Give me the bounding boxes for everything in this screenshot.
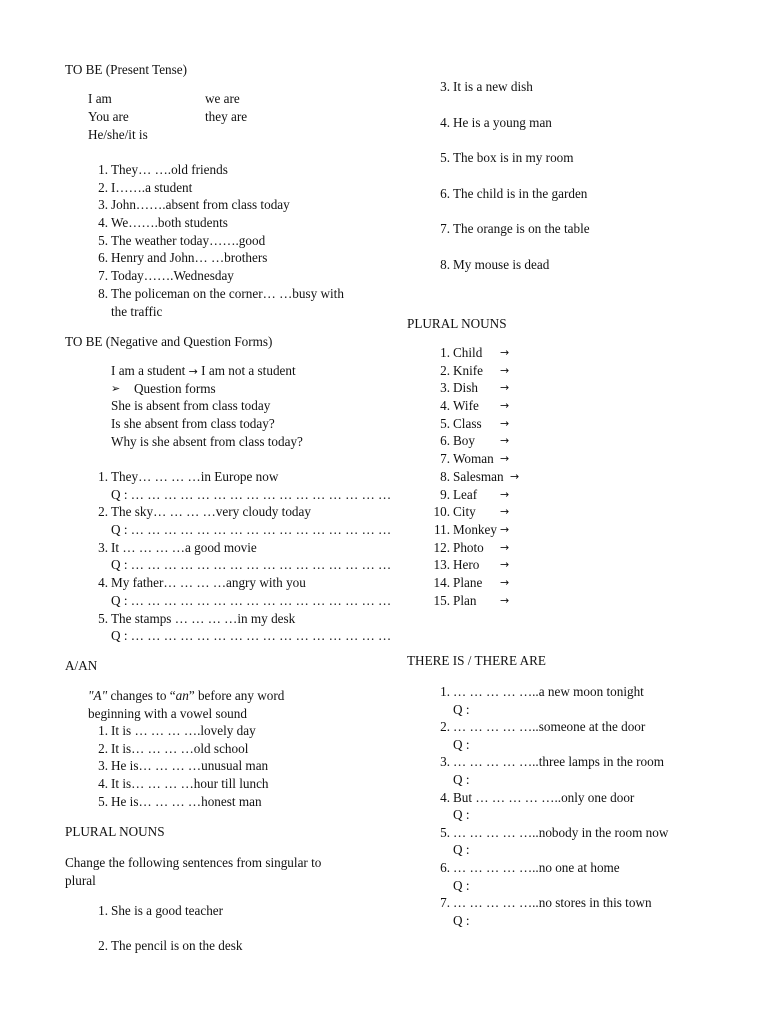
item-number: 7. — [440, 221, 450, 236]
item-text: The child is in the garden — [453, 185, 588, 201]
arrow-icon: → — [500, 558, 510, 572]
item-number: 5. — [440, 824, 450, 840]
item-number: 7. — [98, 268, 108, 284]
item-number: 2. — [98, 179, 108, 195]
item-text: Hero — [453, 557, 480, 573]
item-text: It … … … …a good movie — [111, 539, 257, 555]
item-text: Plane — [453, 574, 483, 590]
arrow-icon: → — [500, 522, 510, 536]
item-text: It is… … … …hour till lunch — [111, 776, 269, 792]
arrow-icon: → — [500, 416, 510, 430]
arrow-icon: → — [510, 469, 520, 483]
example-line: She is absent from class today — [111, 398, 271, 414]
item-text: We…….both students — [111, 215, 228, 231]
item-number: 4. — [440, 398, 450, 414]
item-number: 4. — [98, 776, 108, 792]
item-number: 2. — [98, 504, 108, 520]
example-line: Is she absent from class today? — [111, 416, 275, 432]
arrow-icon: → — [500, 593, 510, 607]
pronoun-cell: we are — [205, 91, 240, 106]
question-text: Q : — [453, 701, 470, 717]
item-text: It is a new dish — [453, 79, 533, 94]
item-number: 8. — [98, 285, 108, 301]
item-text: Dish — [453, 380, 478, 396]
item-number: 13. — [433, 557, 450, 573]
arrow-icon: → — [500, 381, 510, 395]
question-text: Q : — [453, 912, 470, 928]
pronoun-cell: I am — [88, 91, 112, 106]
item-number: 12. — [433, 539, 450, 555]
item-number: 2. — [98, 740, 108, 756]
item-number: 1. — [440, 345, 450, 360]
item-number: 6. — [440, 185, 450, 201]
item-number: 1. — [98, 162, 108, 177]
item-text: The stamps … … … …in my desk — [111, 610, 296, 626]
item-text: I…….a student — [111, 179, 193, 195]
example-text: I am a student — [111, 363, 189, 378]
item-text: Boy — [453, 433, 475, 449]
item-number: 14. — [433, 574, 450, 590]
item-text: But … … … … …..only one door — [453, 789, 635, 805]
item-text: the traffic — [111, 303, 163, 319]
question-text: Q : — [453, 807, 470, 823]
arrow-icon: → — [500, 487, 510, 501]
question-text: Q : … … … … … … … … … … … … … … … … — [111, 592, 392, 608]
pronoun-cell: You are — [88, 109, 129, 124]
item-text: The orange is on the table — [453, 221, 590, 236]
arrowhead-bullet-icon: ➢ — [111, 381, 121, 395]
item-text: They… ….old friends — [111, 162, 228, 177]
item-text: Woman — [453, 451, 494, 467]
item-text: She is a good teacher — [111, 903, 224, 918]
item-number: 3. — [440, 79, 450, 94]
pronoun-cell: He/she/it is — [88, 127, 148, 142]
arrow-icon: → — [500, 540, 510, 554]
item-text: Salesman — [453, 468, 504, 484]
item-text: … … … … …..someone at the door — [453, 719, 646, 735]
rule-an: an — [175, 688, 189, 703]
item-text: The sky… … … …very cloudy today — [111, 504, 311, 520]
item-number: 15. — [433, 592, 450, 608]
instruction-line: Change the following sentences from singular to — [65, 855, 322, 870]
item-number: 2. — [440, 719, 450, 735]
plural-instructions — [65, 854, 321, 889]
section-title-to-be-negative: TO BE (Negative and Question Forms) — [65, 334, 273, 349]
item-text: The pencil is on the desk — [111, 938, 243, 954]
item-text: He is… … … …unusual man — [111, 758, 269, 774]
pronoun-cell: they are — [205, 109, 248, 124]
arrow-icon: → — [500, 346, 510, 359]
item-number: 6. — [440, 433, 450, 449]
question-text: Q : — [453, 877, 470, 893]
arrow-icon: → — [188, 365, 198, 378]
item-number: 3. — [440, 754, 450, 770]
arrow-icon: → — [500, 452, 510, 466]
item-number: 5. — [98, 793, 108, 809]
item-text: The box is in my room — [453, 150, 574, 165]
section-title-there-is-there-are: THERE IS / THERE ARE — [407, 653, 546, 668]
item-number: 3. — [98, 197, 108, 213]
section-title-a-an: A/AN — [65, 658, 98, 673]
item-number: 8. — [440, 468, 450, 484]
question-text: Q : … … … … … … … … … … … … … … … … — [111, 486, 392, 502]
arrow-icon: → — [500, 363, 510, 377]
item-text: The policeman on the corner… …busy with — [111, 285, 344, 301]
item-number: 1. — [440, 684, 450, 699]
rule-text: changes to “ — [107, 688, 176, 703]
item-number: 4. — [98, 575, 108, 591]
rule-line: beginning with a vowel sound — [88, 705, 247, 721]
item-number: 6. — [98, 250, 108, 266]
item-text: My mouse is dead — [453, 256, 550, 272]
question-text: Q : — [453, 771, 470, 787]
item-text: The weather today…….good — [111, 232, 266, 248]
item-text: Leaf — [453, 486, 478, 502]
item-text: Wife — [453, 398, 479, 414]
a-an-rule — [88, 687, 284, 722]
item-number: 9. — [440, 486, 450, 502]
item-text: … … … … …..three lamps in the room — [453, 754, 664, 770]
item-text: Today…….Wednesday — [111, 268, 234, 284]
question-forms-label: Question forms — [134, 380, 216, 396]
item-text: My father… … … …angry with you — [111, 575, 306, 591]
item-number: 1. — [98, 903, 108, 918]
item-text: Henry and John… …brothers — [111, 250, 268, 266]
arrow-icon: → — [500, 434, 510, 448]
item-text: … … … … …..no one at home — [453, 859, 620, 875]
example-line — [111, 362, 303, 380]
example-line: Why is she absent from class today? — [111, 433, 303, 449]
section-title-plural-nouns: PLURAL NOUNS — [65, 824, 165, 839]
arrow-icon: → — [500, 399, 510, 413]
item-number: 3. — [440, 380, 450, 396]
item-text: He is a young man — [453, 114, 552, 130]
item-text: … … … … …..nobody in the room now — [453, 824, 669, 840]
item-text: Child — [453, 345, 483, 360]
item-number: 4. — [440, 114, 450, 130]
item-number: 6. — [440, 859, 450, 875]
item-text: Knife — [453, 362, 484, 378]
instruction-line: plural — [65, 872, 96, 888]
item-text: City — [453, 504, 476, 520]
item-number: 2. — [440, 362, 450, 378]
item-text: … … … … …..a new moon tonight — [453, 684, 644, 699]
rule-text: ” before any word — [188, 688, 285, 703]
item-number: 5. — [440, 150, 450, 165]
item-number: 3. — [98, 758, 108, 774]
bullet-line — [111, 380, 303, 398]
item-number: 8. — [440, 256, 450, 272]
item-text: … … … … …..no stores in this town — [453, 895, 652, 911]
item-number: 4. — [440, 789, 450, 805]
item-number: 4. — [98, 215, 108, 231]
arrow-icon: → — [500, 505, 510, 519]
question-text: Q : … … … … … … … … … … … … … … … … — [111, 628, 392, 644]
item-number: 11. — [434, 521, 450, 537]
negative-question-examples — [111, 362, 303, 450]
item-text: It is … … … ….lovely day — [111, 723, 256, 738]
question-text: Q : … … … … … … … … … … … … … … … … — [111, 522, 392, 538]
example-text: I am not a student — [197, 363, 296, 378]
item-text: They… … … …in Europe now — [111, 469, 279, 484]
item-number: 3. — [98, 539, 108, 555]
item-text: He is… … … …honest man — [111, 793, 262, 809]
question-text: Q : — [453, 842, 470, 858]
question-text: Q : — [453, 736, 470, 752]
item-number: 7. — [440, 895, 450, 911]
item-text: Class — [453, 415, 482, 431]
question-text: Q : … … … … … … … … … … … … … … … … — [111, 557, 392, 573]
item-number: 1. — [98, 469, 108, 484]
item-number: 5. — [98, 232, 108, 248]
item-number: 2. — [98, 938, 108, 954]
arrow-icon: → — [500, 575, 510, 589]
item-text: Photo — [453, 539, 484, 555]
item-number: 1. — [98, 723, 108, 738]
item-number: 5. — [440, 415, 450, 431]
item-text: Monkey — [453, 521, 497, 537]
item-text: It is… … … …old school — [111, 740, 249, 756]
section-title-to-be-present: TO BE (Present Tense) — [65, 62, 188, 77]
item-number: 7. — [440, 451, 450, 467]
rule-line — [88, 687, 284, 705]
item-number: 10. — [433, 504, 450, 520]
item-number: 5. — [98, 610, 108, 626]
section-title-plural-nouns-words: PLURAL NOUNS — [407, 316, 507, 331]
item-text: Plan — [453, 592, 477, 608]
item-text: John…….absent from class today — [111, 197, 290, 213]
rule-a: "A" — [88, 688, 108, 703]
